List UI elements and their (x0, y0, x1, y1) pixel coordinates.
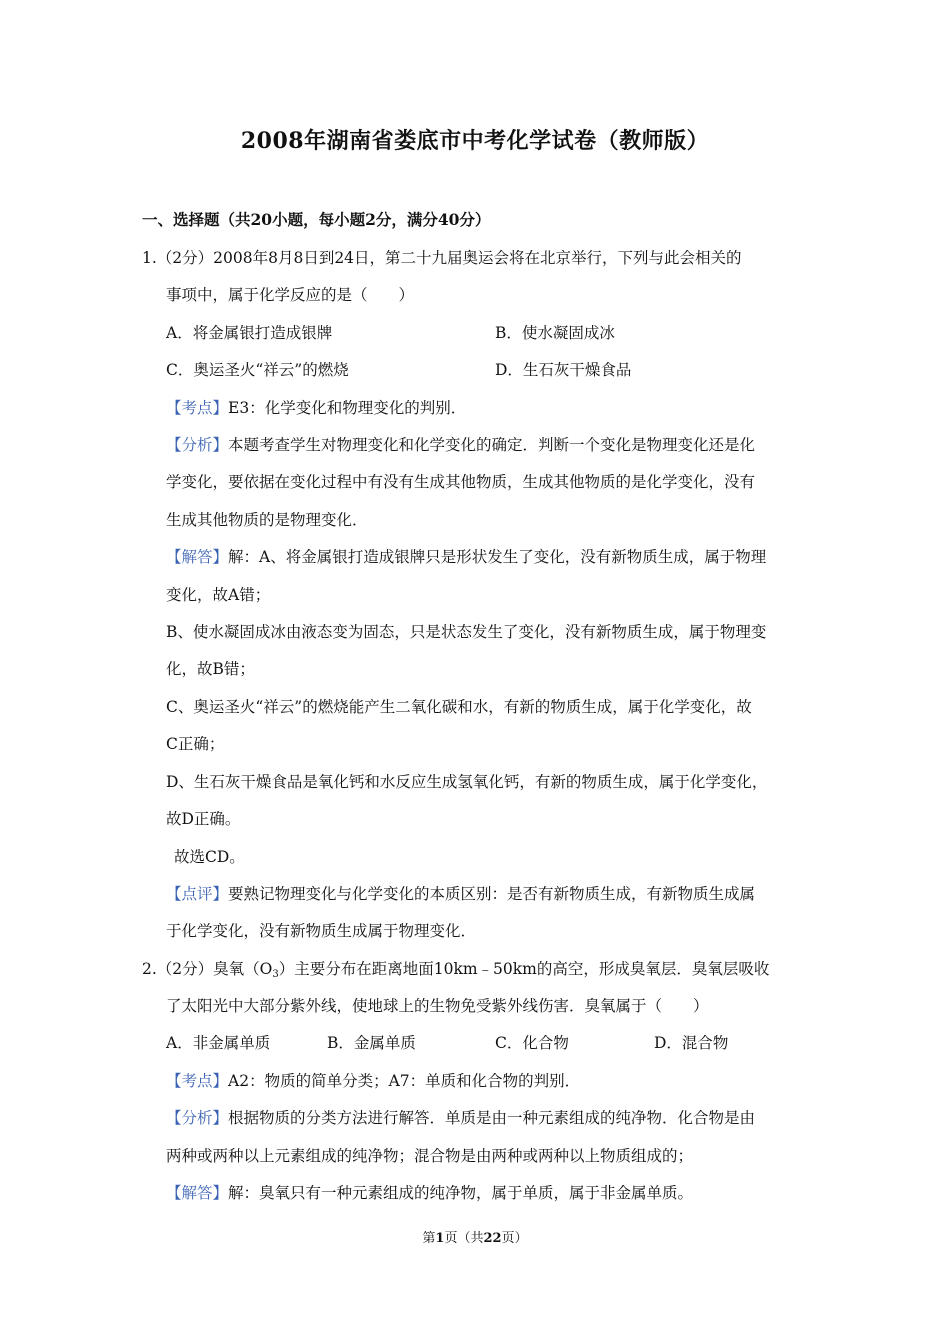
fenxi-text: 本题考查学生对物理变化和化学变化的确定．判断一个变化是物理变化还是化 (228, 436, 756, 454)
footer-page-number: 1 (435, 1231, 445, 1246)
q1-jieda-line4: 化，故B错； (166, 660, 255, 678)
q1-fenxi-line2: 学变化，要依据在变化过程中有没有生成其他物质，生成其他物质的是化学变化，没有 (166, 473, 756, 491)
footer-prefix: 第 (422, 1231, 436, 1246)
q2-stem-line1 (142, 959, 769, 985)
q2-option-d: D．混合物 (654, 1034, 729, 1052)
q1-jieda-line1 (166, 547, 766, 567)
jieda-text: 解：A、将金属银打造成银牌只是形状发生了变化，没有新物质生成，属于物理 (228, 548, 767, 566)
kaodian-tag: 【考点】 (166, 1072, 229, 1090)
q1-jieda-line9: 故选CD。 (174, 848, 245, 866)
q1-jieda-line3: B、使水凝固成冰由液态变为固态，只是状态发生了变化，没有新物质生成，属于物理变 (166, 623, 767, 641)
kaodian-text: E3：化学变化和物理变化的判别． (228, 399, 467, 417)
q2-stem-line2: 了太阳光中大部分紫外线，使地球上的生物免受紫外线伤害．臭氧属于（ ） (166, 997, 709, 1015)
q1-jieda-line5: C、奥运圣火“祥云”的燃烧能产生二氧化碳和水，有新的物质生成，属于化学变化，故 (166, 698, 752, 716)
q2-option-c: C．化合物 (495, 1034, 569, 1052)
dianping-tag: 【点评】 (166, 885, 229, 903)
fenxi-tag: 【分析】 (166, 436, 229, 454)
section-heading: 一、选择题（共20小题，每小题2分，满分40分） (142, 210, 491, 229)
q2-stem-part-a: 2.（2分）臭氧（O (142, 960, 273, 978)
q2-kaodian (166, 1071, 580, 1091)
jieda-text: 解：臭氧只有一种元素组成的纯净物，属于单质，属于非金属单质。 (228, 1184, 694, 1202)
q1-jieda-line2: 变化，故A错； (166, 586, 271, 604)
q2-option-b: B．金属单质 (327, 1034, 416, 1052)
q1-jieda-line7: D、生石灰干燥食品是氧化钙和水反应生成氢氧化钙，有新的物质生成，属于化学变化， (166, 773, 768, 791)
page-title: 2008年湖南省娄底市中考化学试卷（教师版） (240, 128, 710, 154)
fenxi-text: 根据物质的分类方法进行解答．单质是由一种元素组成的纯净物．化合物是由 (228, 1109, 756, 1127)
kaodian-tag: 【考点】 (166, 399, 229, 417)
q1-jieda-line8: 故D正确。 (166, 810, 241, 828)
jieda-tag: 【解答】 (166, 1184, 229, 1202)
q2-fenxi-line1 (166, 1108, 755, 1128)
fenxi-tag: 【分析】 (166, 1109, 229, 1127)
q1-fenxi-line1 (166, 435, 755, 455)
q1-dianping-line2: 于化学变化，没有新物质生成属于物理变化． (166, 922, 477, 940)
q1-jieda-line6: C正确； (166, 735, 225, 753)
page-footer (0, 1227, 950, 1246)
footer-suffix: 页） (501, 1231, 528, 1246)
q1-dianping-line1 (166, 884, 755, 904)
q2-stem-subscript: 3 (272, 969, 279, 980)
q1-fenxi-line3: 生成其他物质的是物理变化． (166, 511, 368, 529)
q1-kaodian (166, 398, 466, 418)
q2-stem-part-b: ）主要分布在距离地面10km﹣50km的高空，形成臭氧层．臭氧层吸收 (278, 960, 770, 978)
dianping-text: 要熟记物理变化与化学变化的本质区别：是否有新物质生成，有新物质生成属 (228, 885, 756, 903)
q1-option-b: B．使水凝固成冰 (495, 324, 615, 342)
footer-mid: 页（共 (444, 1231, 484, 1246)
q1-option-d: D．生石灰干燥食品 (495, 361, 632, 379)
q2-jieda-line1 (166, 1183, 693, 1203)
q1-option-c: C．奥运圣火“祥云”的燃烧 (166, 361, 349, 379)
q2-fenxi-line2: 两种或两种以上元素组成的纯净物；混合物是由两种或两种以上物质组成的； (166, 1147, 694, 1165)
q1-stem-line2: 事项中，属于化学反应的是（ ） (166, 286, 415, 304)
q1-option-a: A．将金属银打造成银牌 (166, 324, 333, 342)
q2-option-a: A．非金属单质 (166, 1034, 271, 1052)
q1-stem-line1: 1.（2分）2008年8月8日到24日，第二十九届奥运会将在北京举行，下列与此会相关的 (142, 249, 742, 267)
kaodian-text: A2：物质的简单分类；A7：单质和化合物的判别． (228, 1072, 581, 1090)
footer-total-pages: 22 (483, 1231, 502, 1246)
jieda-tag: 【解答】 (166, 548, 229, 566)
